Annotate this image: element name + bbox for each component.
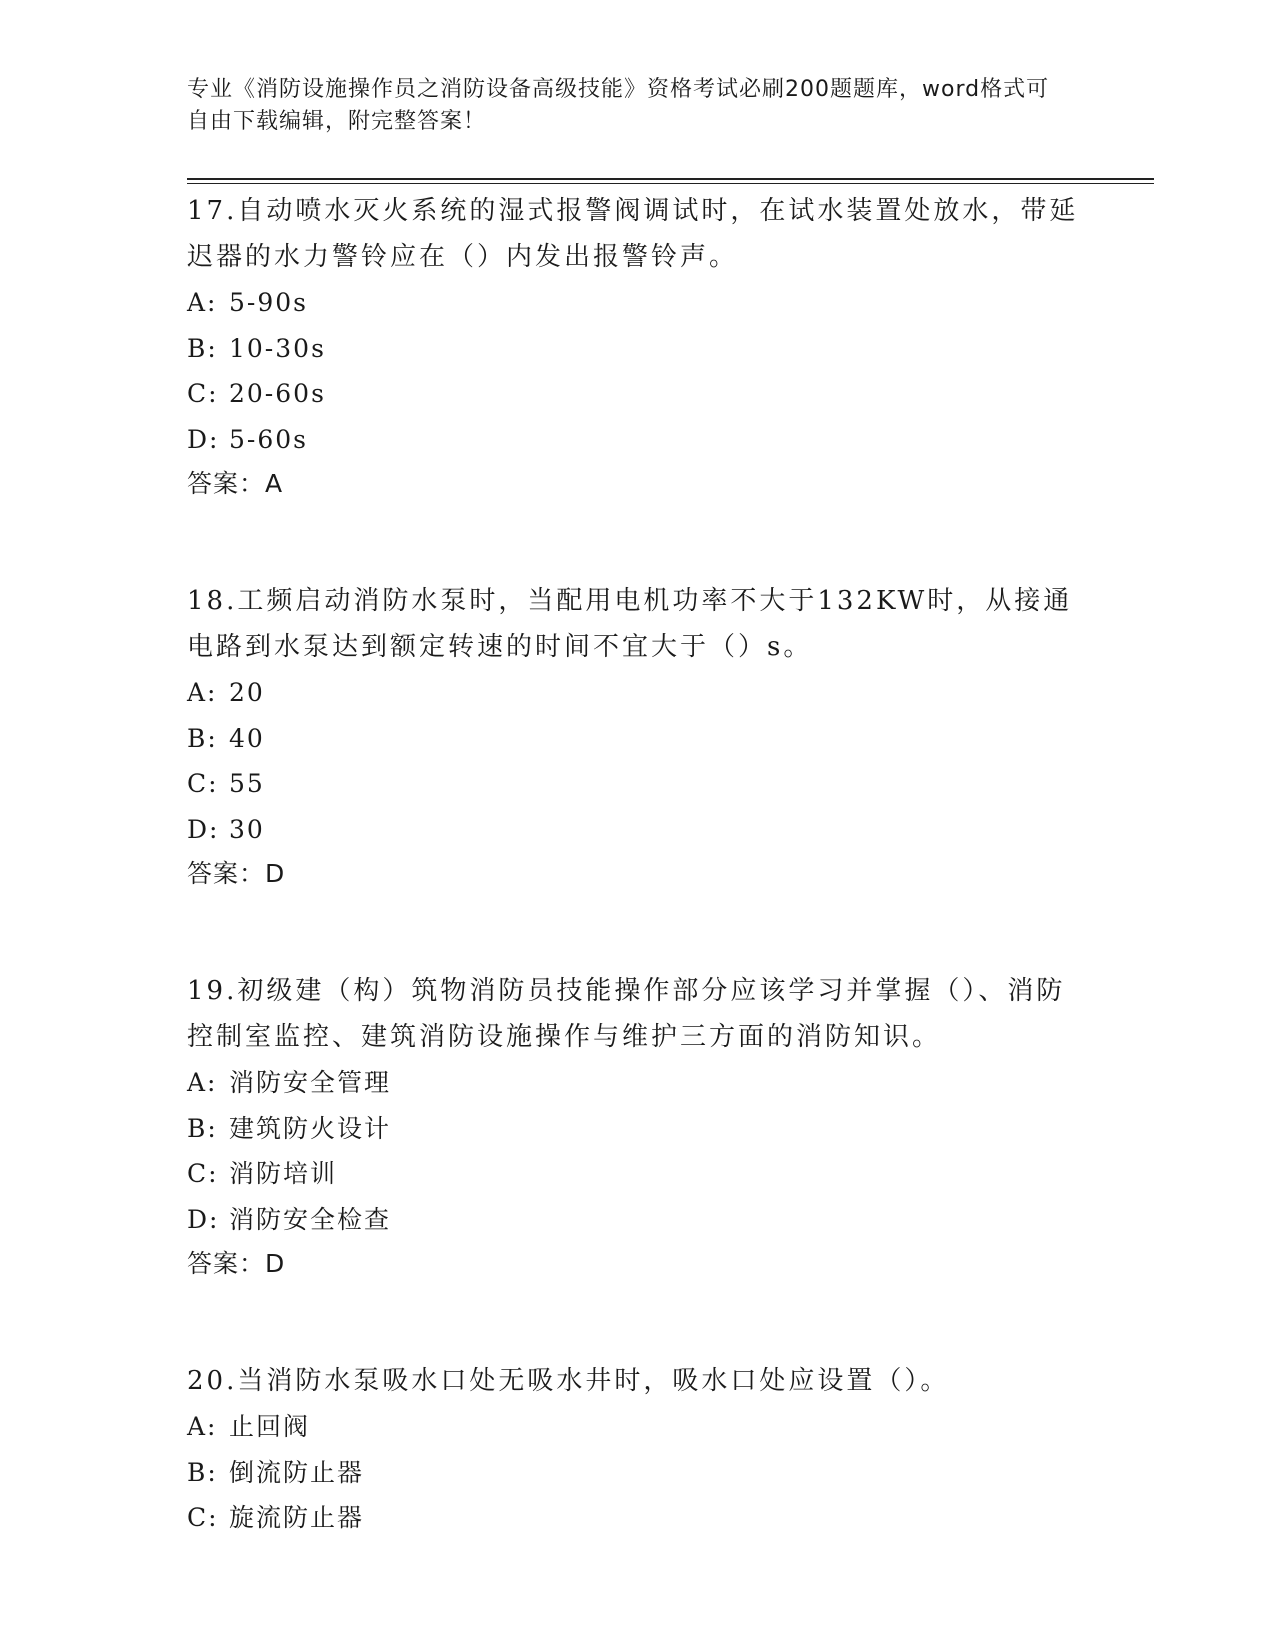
option-text: 30 — [229, 814, 265, 844]
option-c — [187, 371, 1087, 417]
option-b — [187, 1106, 1087, 1152]
option-text: 止回阀 — [229, 1412, 311, 1441]
option-text: 5-60s — [229, 424, 308, 454]
option-letter: C: — [187, 769, 219, 798]
answer-line: 答案：D — [187, 1249, 286, 1278]
question-text: 17.自动喷水灭火系统的湿式报警阀调试时，在试水装置处放水，带延迟器的水力警铃应在（）内发出报警铃声。 — [187, 196, 1079, 272]
spacer — [187, 506, 1087, 578]
option-text: 10-30s — [229, 333, 326, 363]
option-text: 40 — [229, 723, 265, 753]
option-text: 20-60s — [229, 379, 326, 408]
option-letter: D: — [187, 1204, 220, 1234]
option-text: 55 — [229, 769, 265, 798]
question-text: 20.当消防水泵吸水口处无吸水井时，吸水口处应设置（）。 — [187, 1366, 950, 1396]
question-list — [187, 188, 1087, 1541]
option-b — [187, 326, 1087, 372]
option-text: 消防安全检查 — [229, 1204, 392, 1234]
option-letter: B: — [187, 1457, 218, 1487]
option-letter: B: — [187, 1113, 218, 1143]
option-list — [187, 670, 1087, 852]
option-a — [187, 1404, 1087, 1450]
document-header: 专业《消防设施操作员之消防设备高级技能》资格考试必刷200题题库，word格式可自由下载编辑，附完整答案！ — [187, 77, 1050, 134]
option-letter: A: — [187, 678, 218, 707]
question-20 — [187, 1358, 1087, 1541]
option-b — [187, 1450, 1087, 1496]
option-d — [187, 1197, 1087, 1243]
header-divider-thin — [187, 183, 1154, 184]
option-text: 建筑防火设计 — [229, 1113, 392, 1143]
option-list — [187, 280, 1087, 462]
option-text: 旋流防止器 — [229, 1503, 365, 1532]
option-text: 20 — [229, 678, 265, 707]
option-letter: B: — [187, 723, 218, 753]
option-letter: A: — [187, 288, 218, 317]
option-d — [187, 417, 1087, 463]
option-c — [187, 1495, 1087, 1541]
option-letter: D: — [187, 424, 220, 454]
question-18 — [187, 578, 1087, 896]
question-text: 19.初级建（构）筑物消防员技能操作部分应该学习并掌握（）、消防控制室监控、建筑消防设施操作与维护三方面的消防知识。 — [187, 976, 1066, 1052]
option-c — [187, 761, 1087, 807]
option-letter: A: — [187, 1068, 218, 1097]
option-a — [187, 670, 1087, 716]
option-letter: D: — [187, 814, 220, 844]
option-letter: A: — [187, 1412, 218, 1441]
option-text: 倒流防止器 — [229, 1457, 365, 1487]
option-letter: B: — [187, 333, 218, 363]
question-text: 18.工频启动消防水泵时，当配用电机功率不大于132KW时，从接通电路到水泵达到额定转速的时间不宜大于（）s。 — [187, 586, 1073, 662]
option-text: 消防安全管理 — [229, 1068, 392, 1097]
spacer — [187, 896, 1087, 968]
spacer — [187, 1286, 1087, 1358]
option-text: 消防培训 — [229, 1159, 338, 1188]
option-letter: C: — [187, 1503, 219, 1532]
option-a — [187, 280, 1087, 326]
answer-line: 答案：A — [187, 469, 284, 498]
option-letter: C: — [187, 1159, 219, 1188]
question-19 — [187, 968, 1087, 1286]
option-text: 5-90s — [229, 288, 308, 317]
option-letter: C: — [187, 379, 219, 408]
header-divider-thick — [187, 178, 1154, 180]
option-list — [187, 1060, 1087, 1242]
option-c — [187, 1151, 1087, 1197]
answer-line: 答案：D — [187, 859, 286, 888]
option-list — [187, 1404, 1087, 1541]
question-17 — [187, 188, 1087, 506]
option-d — [187, 807, 1087, 853]
option-a — [187, 1060, 1087, 1106]
option-b — [187, 716, 1087, 762]
